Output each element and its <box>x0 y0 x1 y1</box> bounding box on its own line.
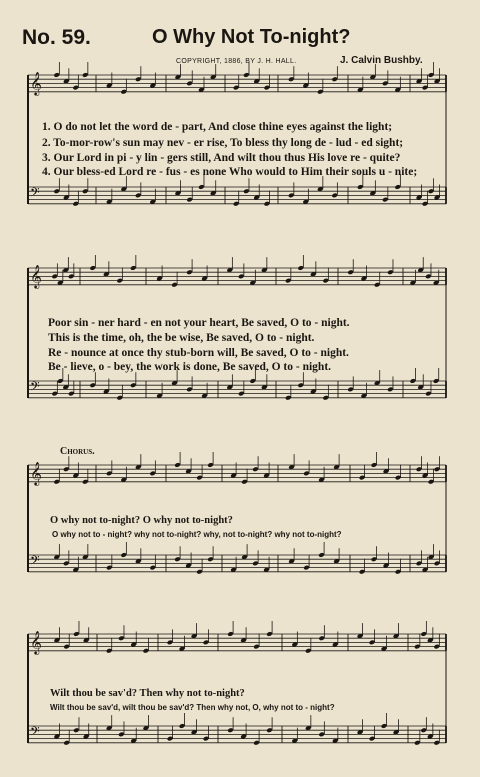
verse-1-line-1: 1. O do not let the word de - part, And close thine eyes against the light; <box>42 121 393 133</box>
hymn-number: No. 59. <box>22 26 91 49</box>
bass-clef-icon: 𝄢 <box>30 724 40 742</box>
chorus-line-2-lyrics: Wilt thou be sav'd? Then why not to-night? <box>50 688 245 699</box>
verse-4-line-2: Be - lieve, o - bey, the work is done, Be saved, O to - night. <box>48 361 332 373</box>
composer-name: J. Calvin Bushby. <box>340 55 423 66</box>
copyright-notice: COPYRIGHT, 1886, BY J. H. HALL. <box>176 58 297 65</box>
treble-clef-icon: 𝄞 <box>30 461 42 485</box>
chorus-line-1-echo: O why not to - night? why not to-night? why, not to-night? why not to-night? <box>52 530 342 539</box>
verse-2-line-1: 2. To-mor-row's sun may nev - er rise, To bless thy long de - lud - ed sight; <box>42 137 404 149</box>
treble-clef-icon: 𝄞 <box>30 71 42 95</box>
bass-clef-icon: 𝄢 <box>30 553 40 571</box>
chorus-line-2-echo: Wilt thou be sav'd, wilt thou be sav'd? Then why not, O, why not to - night? <box>50 703 335 712</box>
verse-3-line-1: 3. Our Lord in pi - y lin - gers still, And wilt thou thus His love re - quite? <box>42 152 401 164</box>
bass-clef-icon: 𝄢 <box>30 379 40 397</box>
verse-1-line-2: Poor sin - ner hard - en not your heart, Be saved, O to - night. <box>48 317 350 329</box>
verse-3-line-2: Re - nounce at once thy stub-born will, Be saved, O to - night. <box>48 347 349 359</box>
bass-clef-icon: 𝄢 <box>30 185 40 203</box>
chorus-label: Chorus. <box>60 446 95 457</box>
treble-clef-icon: 𝄞 <box>30 630 42 654</box>
verse-2-line-2: This is the time, oh, the be wise, Be saved, O to - night. <box>48 332 315 344</box>
treble-clef-icon: 𝄞 <box>30 264 42 288</box>
chorus-line-1-lyrics: O why not to-night? O why not to-night? <box>50 515 233 526</box>
verse-4-line-1: 4. Our bless-ed Lord re - fus - es none Who would to Him their souls u - nite; <box>42 166 418 178</box>
hymn-title: O Why Not To-night? <box>152 26 351 48</box>
